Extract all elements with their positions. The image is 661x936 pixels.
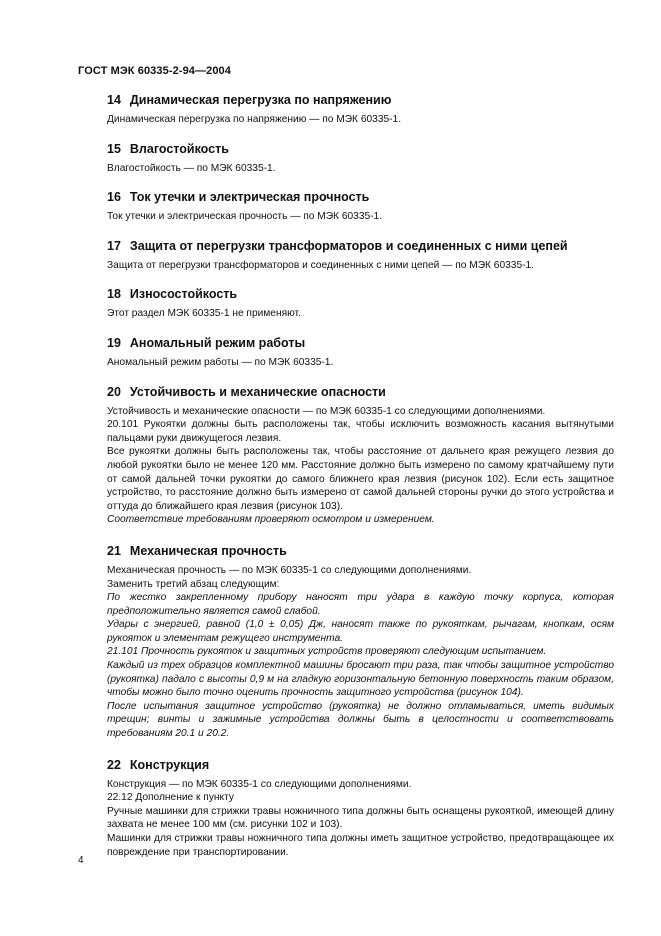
section-number: 19 (107, 335, 121, 350)
paragraph: 20.101 Рукоятки должны быть расположены так, чтобы исключить возможность касания вытянутыми пальцами руки движущегося лезвия. (107, 419, 614, 444)
paragraph: Все рукоятки должны быть расположены так, чтобы расстояние от дальнего края режущего лезвия до любой рукоятки было не менее 120 мм. Расстояние должно быть измерено по самому кратчайшему пути от самой дальней точки рукоятки до самого ближнего края лезвия (рисунок 102). Если есть защитное устройство, то расстояние должно быть измерено от самой дальней стороны ручки до этого устройства и оттуда до ближайшего края лезвия (рисунок 103). (107, 446, 614, 512)
paragraph: Машинки для стрижки травы ножничного типа должны иметь защитное устройство, предотвращающее их повреждение при транспортировании. (107, 833, 614, 858)
paragraph: Этот раздел МЭК 60335-1 не применяют. (107, 308, 301, 320)
section-heading (107, 757, 614, 773)
section-title: Устойчивость и механические опасности (129, 384, 386, 399)
section-17 (107, 238, 614, 273)
paragraph: Механическая прочность — по МЭК 60335-1 со следующими дополнениями. (107, 564, 472, 576)
section-18 (107, 286, 614, 321)
section-number: 14 (107, 93, 121, 107)
section-number: 16 (107, 190, 121, 205)
section-21 (107, 543, 614, 741)
paragraph: Каждый из трех образцов комплектной машины бросают три раза, так чтобы защитное устройство (рукоятка) падало с высоты 0,9 м на гладкую горизонтальную бетонную поверхность таким образом, чтобы можно было точно оценить прочность защитного устройства (рисунок 104). (107, 660, 614, 699)
section-14 (107, 92, 614, 127)
paragraph: Влагостойкость — по МЭК 60335-1. (107, 162, 276, 174)
section-number: 21 (107, 543, 121, 558)
section-heading (107, 92, 614, 108)
paragraph: По жестко закрепленному прибору наносят три удара в каждую точку корпуса, которая предположительно является самой слабой. (107, 592, 614, 617)
paragraph: Заменить третий абзац следующим: (107, 578, 280, 590)
section-number: 20 (107, 384, 121, 399)
section-15 (107, 141, 614, 176)
section-heading (107, 238, 614, 254)
section-22 (107, 757, 614, 860)
section-title: Влагостойкость (129, 141, 229, 156)
section-heading (107, 141, 614, 157)
section-title: Защита от перегрузки трансформаторов и соединенных с ними цепей (129, 238, 568, 253)
section-title: Износостойкость (129, 287, 238, 302)
paragraph: Конструкция — по МЭК 60335-1 со следующими дополнениями. (107, 778, 412, 790)
section-title: Динамическая перегрузка по напряжению (129, 93, 392, 107)
paragraph: Ток утечки и электрическая прочность — по МЭК 60335-1. (107, 211, 383, 223)
paragraph: Защита от перегрузки трансформаторов и соединенных с ними цепей — по МЭК 60335-1. (107, 259, 535, 271)
paragraph: Динамическая перегрузка по напряжению — по МЭК 60335-1. (107, 114, 402, 125)
section-20 (107, 384, 614, 527)
section-number: 17 (107, 238, 121, 253)
section-title: Механическая прочность (129, 543, 287, 558)
paragraph: 22.12 Дополнение к пункту (107, 792, 234, 804)
paragraph: Устойчивость и механические опасности — по МЭК 60335-1 со следующими дополнениями. (107, 405, 546, 417)
section-title: Аномальный режим работы (129, 335, 306, 350)
section-16 (107, 189, 614, 224)
section-number: 22 (107, 757, 121, 772)
page-number: 4 (78, 855, 84, 866)
section-heading (107, 543, 614, 559)
paragraph: Соответствие требованиям проверяют осмотром и измерением. (107, 514, 435, 526)
section-19 (107, 335, 614, 370)
paragraph: После испытания защитное устройство (рукоятка) не должно отламываться, иметь видимых трещин; винты и зажимные устройства должны быть в целостности и соответствовать требованиям 20.1 и 20.2. (107, 700, 614, 740)
section-heading (107, 384, 614, 400)
document-header: ГОСТ МЭК 60335-2-94—2004 (78, 65, 231, 77)
section-number: 18 (107, 287, 121, 302)
paragraph: Аномальный режим работы — по МЭК 60335-1. (107, 356, 334, 368)
section-heading (107, 335, 614, 351)
section-number: 15 (107, 141, 121, 156)
section-title: Конструкция (129, 757, 210, 772)
paragraph: Удары с энергией, равной (1,0 ± 0,05) Дж, наносят также по рукояткам, рычагам, кнопкам, осям рукояток и элементам режущего инструмента. (107, 619, 614, 644)
paragraph: Ручные машинки для стрижки травы ножничного типа должны быть оснащены рукояткой, имеющей длину захвата не менее 100 мм (см. рисунки 102 и 103). (107, 805, 614, 831)
paragraph: 21.101 Прочность рукояток и защитных устройств проверяют следующим испытанием. (107, 646, 547, 658)
section-title: Ток утечки и электрическая прочность (129, 190, 370, 205)
document-body (107, 92, 614, 859)
section-heading (107, 286, 614, 302)
section-heading (107, 189, 614, 205)
